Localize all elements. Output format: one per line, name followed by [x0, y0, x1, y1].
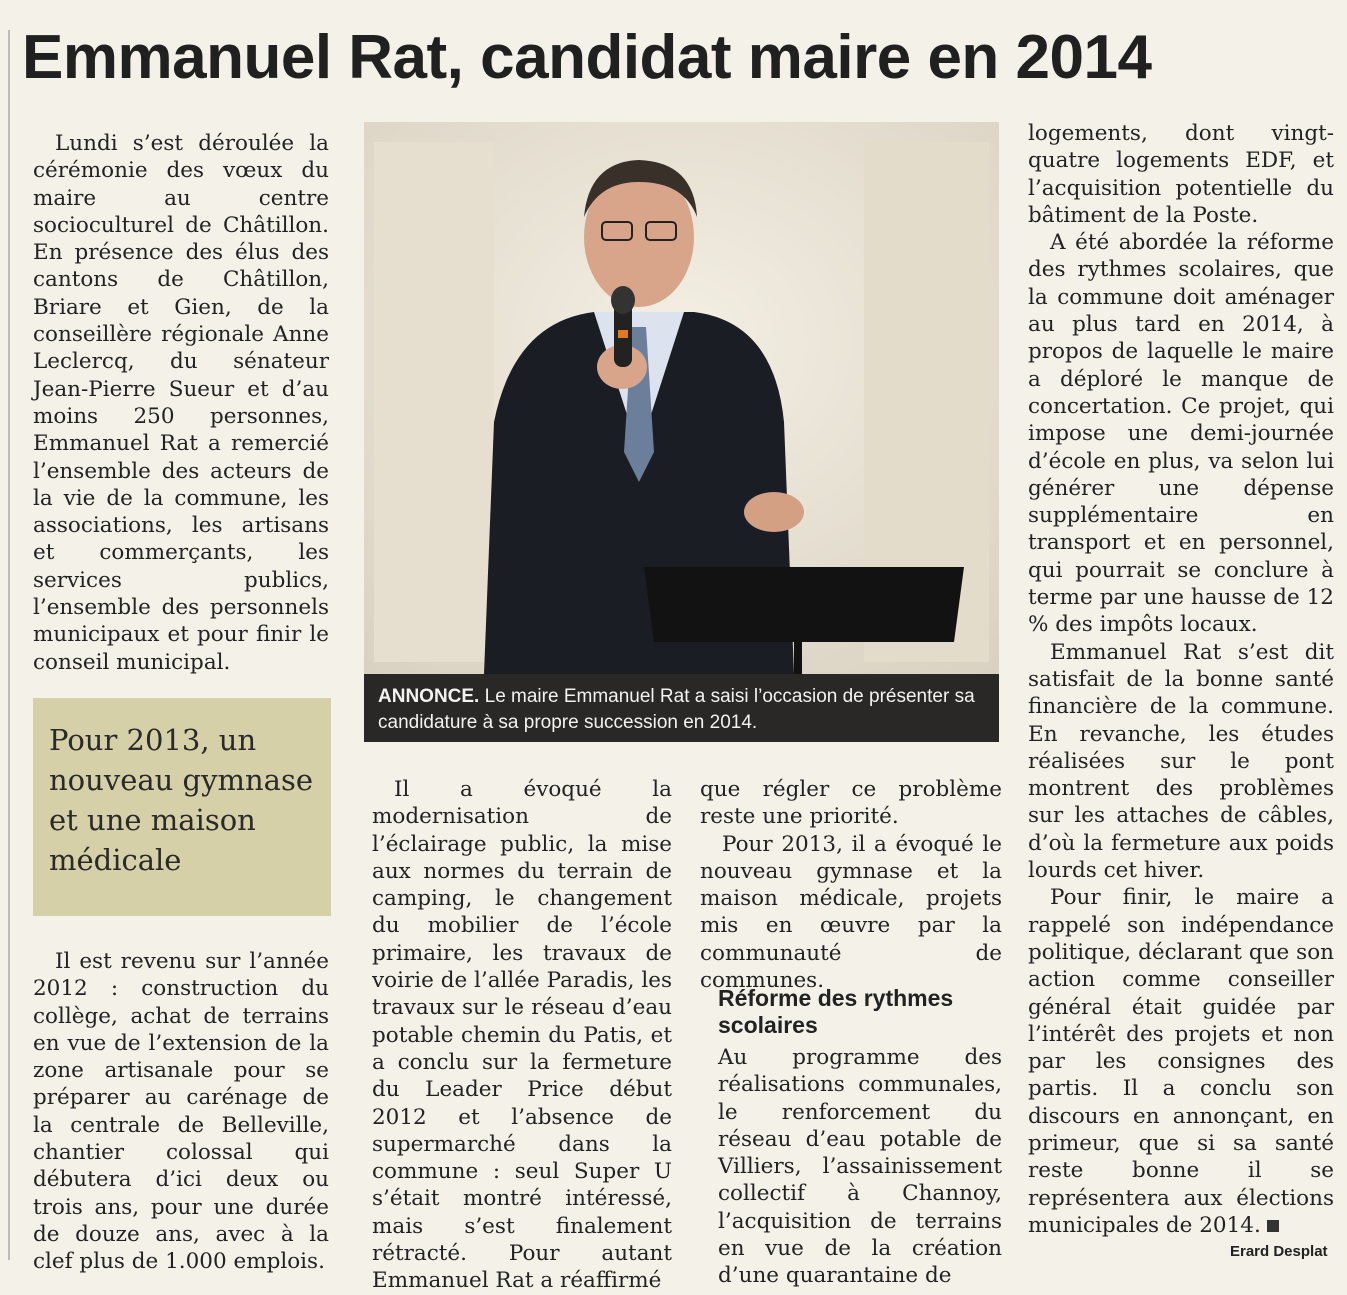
speaker-photo-illustration: [364, 122, 999, 674]
column-2: [372, 776, 672, 1295]
col4-paragraph-2: A été abordée la réforme des rythmes scolaires, que la commune doit aménager au plus tard en 2014, à propos de laquelle le maire a déploré le manque de concertation. Ce projet, qui impose une demi-journée d’école en plus, va selon lui générer une dépense supplémentaire en transport et en personnel, qui pourrait se conclure à terme par une hausse de 12 % des impôts locaux.: [1028, 230, 1334, 638]
col3-paragraph-2: Pour 2013, il a évoqué le nouveau gymnase et la maison médicale, projets mis en œuvre par la communauté de communes.: [700, 831, 1002, 994]
section-subheading: Réforme des rythmes scolaires: [718, 985, 954, 1038]
caption-label: ANNONCE.: [378, 686, 480, 707]
article-headline: Emmanuel Rat, candidat maire en 2014: [22, 23, 1152, 92]
column-4: [1028, 120, 1334, 1239]
box-heading: Pour 2013, un nouveau gymnase et une maison médicale: [33, 698, 331, 916]
article-photo: [364, 122, 999, 742]
col4-paragraph-3: Emmanuel Rat s’est dit satisfait de la bonne santé financière de la commune. En revanche, les études réalisées sur le pont montrent des problèmes sur les attaches de câbles, d’où la fermeture aux poids lourds cet hiver.: [1028, 639, 1334, 884]
col2-paragraph-1: Il a évoqué la modernisation de l’éclairage public, la mise aux normes du terrain de camping, le changement du mobilier de l’école primaire, les travaux de voirie de l’allée Paradis, les travaux sur le réseau d’eau potable chemin du Patis, et a conclu sur la fermeture du Leader Price début 2012 et l’absence de supermarché dans la commune : seul Super U s’était montré intéressé, mais s’est finalement rétracté. Pour autant Emmanuel Rat a réaffirmé: [372, 777, 672, 1294]
column-1-bottom: [33, 948, 329, 1276]
column-3-bottom: [718, 1044, 1002, 1290]
col4-paragraph-1: logements, dont vingt-quatre logements EDF, et l’acquisition potentielle du bâtiment de la Poste.: [1028, 121, 1334, 228]
end-of-article-mark: [1267, 1220, 1279, 1232]
col3-paragraph-1: que régler ce problème reste une priorité.: [700, 777, 1002, 830]
photo-caption: [364, 674, 999, 742]
page-edge-rule: [8, 30, 10, 1260]
col1-paragraph-2: Il est revenu sur l’année 2012 : construction du collège, achat de terrains en vue de l’extension de la zone artisanale pour se préparer au carénage de la centrale de Belleville, chantier colossal qui débutera d’ici deux ou trois ans, pour une durée de douze ans, avec à la clef plus de 1.000 emplois.: [33, 949, 329, 1275]
col1-paragraph-1: Lundi s’est déroulée la cérémonie des vœux du maire au centre socioculturel de Châtillon. En présence des élus des cantons de Châtillon, Briare et Gien, de la conseillère régionale Anne Leclercq, du sénateur Jean-Pierre Sueur et d’au moins 250 personnes, Emmanuel Rat a remercié l’ensemble des acteurs de la vie de la commune, les associations, les artisans et commerçants, les services publics, l’ensemble des personnels municipaux et pour finir le conseil municipal.: [33, 131, 329, 675]
col4-paragraph-4: [1028, 884, 1334, 1239]
author-byline: Erard Desplat: [1230, 1243, 1328, 1260]
column-3-top: [700, 776, 1002, 994]
caption-text: Le maire Emmanuel Rat a saisi l’occasion de présenter sa candidature à sa propre succession en 2014.: [378, 686, 975, 733]
column-1-top: [33, 130, 329, 676]
col3-paragraph-3: Au programme des réalisations communales, le renforcement du réseau d’eau potable de Villiers, l’assainissement collectif à Channoy, l’acquisition de terrains en vue de la création d’une quarantaine de: [718, 1045, 1002, 1289]
col4-paragraph-4-text: Pour finir, le maire a rappelé son indépendance politique, déclarant que son action comme conseiller général était guidée par l’intérêt des projets et non par les consignes des partis. Il a conclu son discours en annonçant, en primeur, que si sa santé reste bonne il se représentera aux élections municipales de 2014.: [1028, 885, 1334, 1238]
